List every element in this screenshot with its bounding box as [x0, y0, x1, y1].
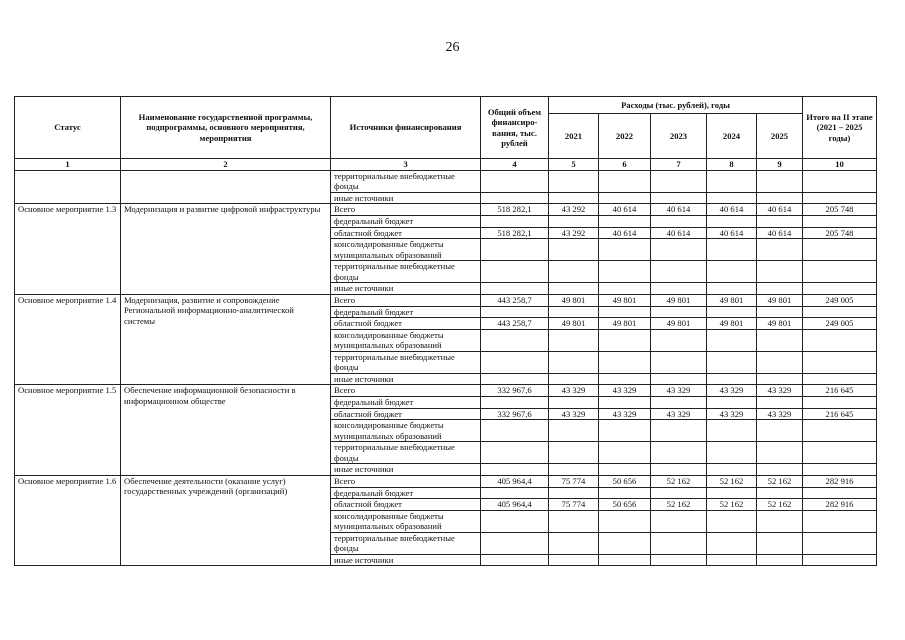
empty-cell	[549, 464, 599, 476]
empty-cell	[481, 373, 549, 385]
table-row	[15, 170, 877, 192]
value-cell: 43 329	[549, 385, 599, 397]
source-cell: консолидированные бюджеты муниципальных образований	[331, 420, 481, 442]
empty-cell	[599, 397, 651, 409]
empty-cell	[757, 420, 803, 442]
value-cell: 205 748	[803, 204, 877, 216]
empty-cell	[757, 351, 803, 373]
value-cell: 49 801	[549, 294, 599, 306]
empty-cell	[651, 554, 707, 566]
header-year: 2023	[651, 114, 707, 159]
source-cell: консолидированные бюджеты муниципальных образований	[331, 329, 481, 351]
value-cell: 52 162	[707, 475, 757, 487]
empty-cell	[549, 532, 599, 554]
status-cell: Основное мероприятие 1.4	[15, 294, 121, 385]
source-cell: консолидированные бюджеты муниципальных образований	[331, 239, 481, 261]
value-cell: 49 801	[549, 318, 599, 330]
empty-cell	[549, 351, 599, 373]
empty-cell	[803, 532, 877, 554]
empty-cell	[481, 532, 549, 554]
source-cell: иные источники	[331, 192, 481, 204]
empty-cell	[481, 351, 549, 373]
header-status: Статус	[15, 97, 121, 159]
value-cell: 40 614	[651, 204, 707, 216]
empty-cell	[707, 442, 757, 464]
column-number-row	[15, 159, 877, 171]
empty-cell	[481, 306, 549, 318]
source-cell: иные источники	[331, 283, 481, 295]
value-cell: 75 774	[549, 475, 599, 487]
empty-cell	[803, 306, 877, 318]
source-cell: федеральный бюджет	[331, 397, 481, 409]
value-cell: 518 282,1	[481, 204, 549, 216]
empty-cell	[549, 487, 599, 499]
empty-cell	[757, 329, 803, 351]
empty-cell	[707, 532, 757, 554]
empty-cell	[803, 420, 877, 442]
empty-cell	[803, 442, 877, 464]
status-cell	[15, 170, 121, 204]
empty-cell	[481, 239, 549, 261]
empty-cell	[481, 329, 549, 351]
empty-cell	[481, 216, 549, 228]
value-cell: 43 329	[707, 408, 757, 420]
value-cell: 216 645	[803, 408, 877, 420]
value-cell: 43 329	[757, 408, 803, 420]
empty-cell	[599, 329, 651, 351]
value-cell: 443 258,7	[481, 294, 549, 306]
column-number: 10	[803, 159, 877, 171]
page-number: 26	[445, 40, 460, 55]
value-cell: 52 162	[651, 475, 707, 487]
value-cell: 49 801	[707, 318, 757, 330]
name-cell: Модернизация, развитие и сопровождение Региональной информационно-аналитической системы	[121, 294, 331, 385]
source-cell: территориальные внебюджетные фонды	[331, 261, 481, 283]
status-cell: Основное мероприятие 1.3	[15, 204, 121, 295]
empty-cell	[803, 261, 877, 283]
empty-cell	[757, 261, 803, 283]
empty-cell	[651, 464, 707, 476]
value-cell: 49 801	[651, 318, 707, 330]
empty-cell	[599, 464, 651, 476]
column-number: 9	[757, 159, 803, 171]
source-cell: иные источники	[331, 373, 481, 385]
empty-cell	[707, 216, 757, 228]
value-cell: 40 614	[757, 204, 803, 216]
empty-cell	[481, 442, 549, 464]
table-header	[15, 97, 877, 171]
empty-cell	[651, 420, 707, 442]
header-year: 2024	[707, 114, 757, 159]
empty-cell	[757, 239, 803, 261]
value-cell: 443 258,7	[481, 318, 549, 330]
value-cell: 405 964,4	[481, 499, 549, 511]
name-cell	[121, 170, 331, 204]
header-year: 2025	[757, 114, 803, 159]
value-cell: 43 329	[651, 385, 707, 397]
empty-cell	[651, 397, 707, 409]
empty-cell	[707, 510, 757, 532]
empty-cell	[599, 510, 651, 532]
column-number: 6	[599, 159, 651, 171]
empty-cell	[651, 351, 707, 373]
source-cell: областной бюджет	[331, 499, 481, 511]
empty-cell	[803, 373, 877, 385]
value-cell: 49 801	[599, 318, 651, 330]
empty-cell	[549, 373, 599, 385]
header-year: 2022	[599, 114, 651, 159]
header-expenses: Расходы (тыс. рублей), годы	[549, 97, 803, 114]
empty-cell	[599, 283, 651, 295]
empty-cell	[707, 420, 757, 442]
empty-cell	[549, 420, 599, 442]
source-cell: Всего	[331, 204, 481, 216]
value-cell: 43 329	[651, 408, 707, 420]
empty-cell	[599, 487, 651, 499]
column-number: 1	[15, 159, 121, 171]
header-sources: Источники финансирования	[331, 97, 481, 159]
empty-cell	[757, 532, 803, 554]
empty-cell	[803, 351, 877, 373]
value-cell: 50 656	[599, 499, 651, 511]
source-cell: областной бюджет	[331, 227, 481, 239]
empty-cell	[651, 216, 707, 228]
source-cell: консолидированные бюджеты муниципальных образований	[331, 510, 481, 532]
value-cell: 43 292	[549, 227, 599, 239]
value-cell: 282 916	[803, 499, 877, 511]
value-cell: 282 916	[803, 475, 877, 487]
empty-cell	[549, 216, 599, 228]
empty-cell	[549, 442, 599, 464]
empty-cell	[757, 216, 803, 228]
source-cell: территориальные внебюджетные фонды	[331, 351, 481, 373]
source-cell: территориальные внебюджетные фонды	[331, 532, 481, 554]
column-number: 2	[121, 159, 331, 171]
value-cell: 43 329	[549, 408, 599, 420]
empty-cell	[707, 397, 757, 409]
value-cell: 49 801	[707, 294, 757, 306]
header-year: 2021	[549, 114, 599, 159]
table-body	[15, 170, 877, 566]
source-cell: Всего	[331, 294, 481, 306]
empty-cell	[803, 283, 877, 295]
empty-cell	[651, 373, 707, 385]
value-cell: 49 801	[757, 318, 803, 330]
empty-cell	[549, 306, 599, 318]
source-cell: областной бюджет	[331, 408, 481, 420]
empty-cell	[481, 487, 549, 499]
empty-cell	[481, 510, 549, 532]
empty-cell	[481, 464, 549, 476]
empty-cell	[549, 261, 599, 283]
empty-cell	[549, 397, 599, 409]
value-cell: 40 614	[651, 227, 707, 239]
source-cell: Всего	[331, 385, 481, 397]
empty-cell	[651, 239, 707, 261]
header-stage-total: Итого на II этапе (2021 – 2025 годы)	[803, 97, 877, 159]
empty-cell	[707, 464, 757, 476]
empty-cell	[707, 283, 757, 295]
empty-cell	[481, 261, 549, 283]
source-cell: областной бюджет	[331, 318, 481, 330]
source-cell: иные источники	[331, 464, 481, 476]
value-cell: 332 967,6	[481, 408, 549, 420]
source-cell: федеральный бюджет	[331, 306, 481, 318]
empty-cell	[651, 510, 707, 532]
value-cell: 249 005	[803, 294, 877, 306]
empty-cell	[757, 397, 803, 409]
empty-cell	[599, 261, 651, 283]
empty-cell	[707, 351, 757, 373]
empty-cell	[803, 487, 877, 499]
value-cell: 40 614	[599, 227, 651, 239]
value-cell: 43 329	[757, 385, 803, 397]
empty-cell	[651, 532, 707, 554]
financing-table	[14, 96, 877, 566]
empty-cell	[651, 329, 707, 351]
empty-cell	[481, 554, 549, 566]
empty-cell	[549, 554, 599, 566]
empty-cell	[599, 420, 651, 442]
name-cell: Обеспечение информационной безопасности в информационном обществе	[121, 385, 331, 476]
empty-cell	[803, 216, 877, 228]
empty-cell	[599, 532, 651, 554]
value-cell: 518 282,1	[481, 227, 549, 239]
source-cell: федеральный бюджет	[331, 487, 481, 499]
empty-cell	[549, 283, 599, 295]
table-row	[15, 385, 877, 397]
empty-cell	[757, 373, 803, 385]
value-cell: 52 162	[707, 499, 757, 511]
header-name: Наименование государственной программы, подпрограммы, основного мероприятия, мероприятия	[121, 97, 331, 159]
empty-cell	[651, 261, 707, 283]
table-row	[15, 294, 877, 306]
value-cell: 50 656	[599, 475, 651, 487]
source-cell: территориальные внебюджетные фонды	[331, 170, 481, 192]
value-cell: 43 329	[707, 385, 757, 397]
value-cell: 49 801	[757, 294, 803, 306]
value-cell: 49 801	[599, 294, 651, 306]
empty-cell	[757, 554, 803, 566]
empty-cell	[707, 261, 757, 283]
table-row	[15, 204, 877, 216]
empty-cell	[481, 420, 549, 442]
empty-cell	[803, 510, 877, 532]
empty-cell	[803, 397, 877, 409]
value-cell: 52 162	[757, 499, 803, 511]
empty-cell	[757, 510, 803, 532]
value-cell: 43 329	[599, 408, 651, 420]
value-cell: 43 329	[599, 385, 651, 397]
source-cell: федеральный бюджет	[331, 216, 481, 228]
value-cell: 52 162	[651, 499, 707, 511]
value-cell: 43 292	[549, 204, 599, 216]
column-number: 8	[707, 159, 757, 171]
column-number: 4	[481, 159, 549, 171]
empty-cell	[599, 442, 651, 464]
empty-cell	[803, 239, 877, 261]
column-number: 3	[331, 159, 481, 171]
value-cell: 216 645	[803, 385, 877, 397]
empty-cell	[707, 373, 757, 385]
empty-cell	[803, 464, 877, 476]
table-row	[15, 475, 877, 487]
empty-cell	[757, 487, 803, 499]
value-cell: 205 748	[803, 227, 877, 239]
value-cell: 52 162	[757, 475, 803, 487]
value-cell: 40 614	[707, 227, 757, 239]
name-cell: Модернизация и развитие цифровой инфраструктуры	[121, 204, 331, 295]
empty-cell	[651, 283, 707, 295]
empty-cell	[651, 442, 707, 464]
empty-cell	[757, 306, 803, 318]
empty-cell	[707, 306, 757, 318]
empty-cell	[481, 397, 549, 409]
status-cell: Основное мероприятие 1.5	[15, 385, 121, 476]
value-cell: 75 774	[549, 499, 599, 511]
empty-cell	[707, 239, 757, 261]
column-number: 5	[549, 159, 599, 171]
value-cell: 249 005	[803, 318, 877, 330]
empty-cell	[599, 216, 651, 228]
empty-cell	[549, 329, 599, 351]
empty-cell	[599, 239, 651, 261]
empty-cell	[549, 239, 599, 261]
header-total: Общий объем финансиро-вания, тыс. рублей	[481, 97, 549, 159]
value-cell: 332 967,6	[481, 385, 549, 397]
name-cell: Обеспечение деятельности (оказание услуг) государственных учреждений (организаций)	[121, 475, 331, 566]
source-cell: территориальные внебюджетные фонды	[331, 442, 481, 464]
empty-cell	[599, 351, 651, 373]
empty-cell	[707, 329, 757, 351]
empty-cell	[599, 306, 651, 318]
empty-cell	[707, 554, 757, 566]
empty-cell	[757, 283, 803, 295]
source-cell: Всего	[331, 475, 481, 487]
empty-cell	[599, 373, 651, 385]
empty-cell	[757, 442, 803, 464]
value-cell: 49 801	[651, 294, 707, 306]
value-cell: 40 614	[599, 204, 651, 216]
empty-cell	[757, 464, 803, 476]
column-number: 7	[651, 159, 707, 171]
value-cell: 405 964,4	[481, 475, 549, 487]
empty-cell	[803, 554, 877, 566]
empty-cell	[651, 487, 707, 499]
empty-cell	[651, 306, 707, 318]
empty-cell	[707, 487, 757, 499]
empty-cell	[481, 283, 549, 295]
empty-cell	[599, 554, 651, 566]
source-cell: иные источники	[331, 554, 481, 566]
value-cell: 40 614	[757, 227, 803, 239]
status-cell: Основное мероприятие 1.6	[15, 475, 121, 566]
empty-cell	[803, 329, 877, 351]
value-cell: 40 614	[707, 204, 757, 216]
empty-cell	[549, 510, 599, 532]
